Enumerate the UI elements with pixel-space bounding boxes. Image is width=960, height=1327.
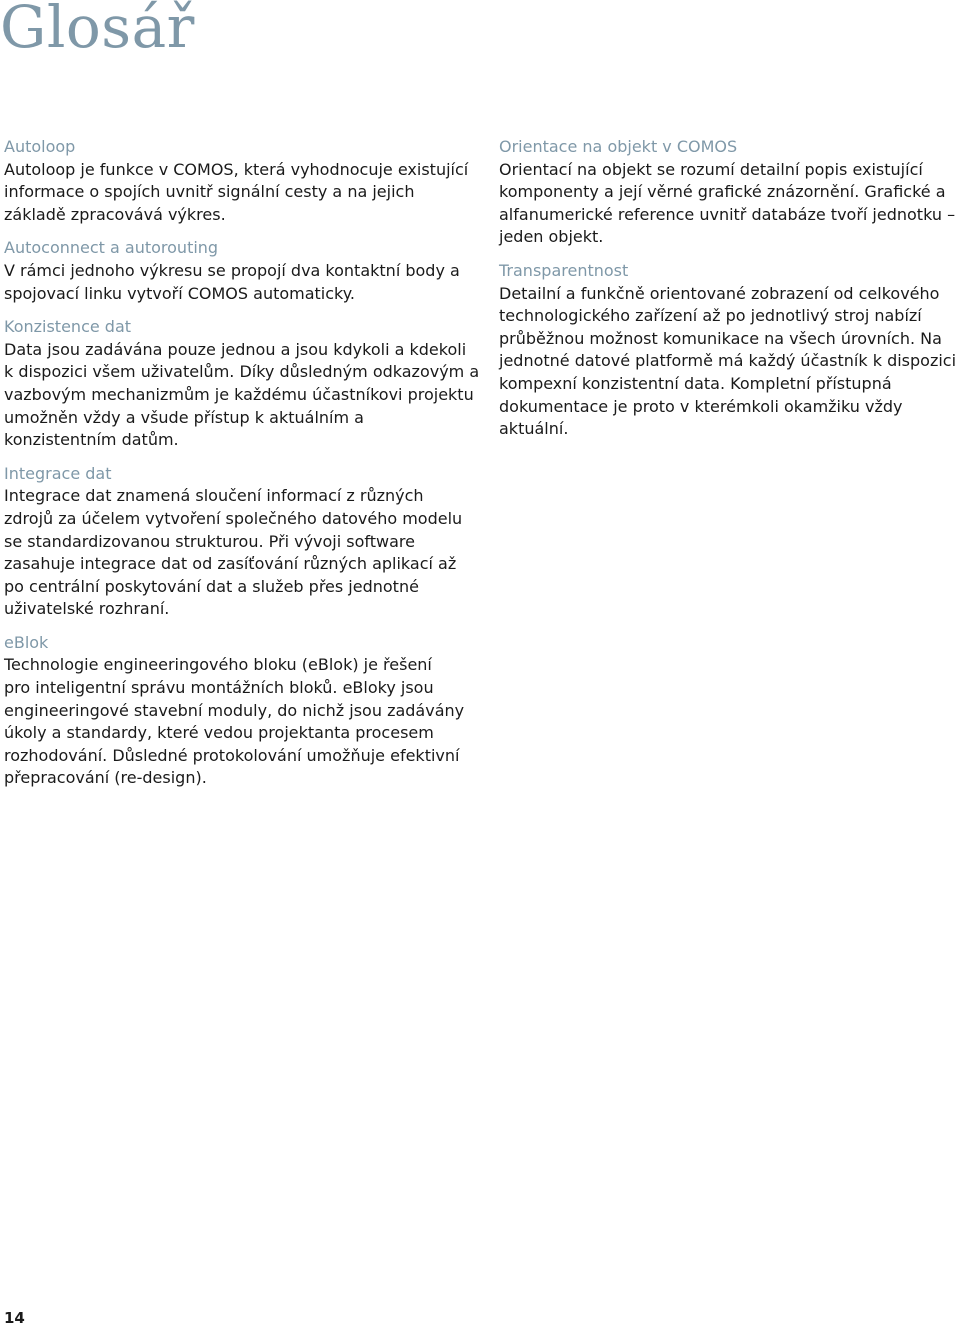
body-line: dokumentace je proto v kterémkoli okamžiku vždy bbox=[499, 396, 903, 416]
body-line: rozhodování. Důsledné protokolování umožňuje efektivní bbox=[4, 745, 460, 765]
body-line: pro inteligentní správu montážních bloků. eBloky jsou bbox=[4, 678, 434, 698]
body-line: přepracování (re-design). bbox=[4, 768, 207, 788]
body-line: konzistentním datům. bbox=[4, 430, 179, 450]
body-line: informace o spojích uvnitř signální cesty a na jejich bbox=[4, 182, 415, 202]
entry-title: Integrace dat bbox=[4, 463, 112, 483]
body-line: základě zpracovává výkres. bbox=[4, 204, 226, 224]
glossary-entry-konzistence-dat bbox=[4, 316, 478, 452]
entry-body bbox=[499, 283, 957, 441]
entry-title: Autoloop bbox=[4, 137, 76, 156]
body-line: umožněn vždy a všude přístup k aktuálním a bbox=[4, 407, 364, 427]
entry-title: Transparentnost bbox=[499, 260, 629, 280]
entry-body bbox=[4, 159, 478, 227]
body-line: Integrace dat znamená sloučení informací z různých bbox=[4, 486, 424, 506]
body-line: uživatelské rozhraní. bbox=[4, 599, 170, 619]
body-line: komponenty a její věrné grafické znázornění. Grafické a bbox=[499, 182, 946, 202]
body-line: vazbovým mechanizmům je každému účastníkovi projektu bbox=[4, 384, 474, 404]
body-line: k dispozici všem uživatelům. Díky důsledným odkazovým a bbox=[4, 362, 480, 382]
body-line: aktuální. bbox=[499, 419, 569, 439]
body-line: zdrojů za účelem vytvoření společného datového modelu bbox=[4, 508, 463, 528]
body-line: Detailní a funkčně orientované zobrazení od celkového bbox=[499, 283, 940, 303]
right-column bbox=[499, 136, 957, 452]
glossary-entry-transparentnost bbox=[499, 260, 957, 441]
body-line: Autoloop je funkce v COMOS, která vyhodnocuje existující bbox=[4, 159, 469, 179]
entry-body bbox=[4, 339, 478, 452]
body-line: engineeringové stavební moduly, do nichž jsou zadávány bbox=[4, 700, 465, 720]
entry-title: Autoconnect a autorouting bbox=[4, 238, 219, 258]
glossary-entry-autoconnect bbox=[4, 237, 478, 305]
body-line: po centrální poskytování dat a služeb přes jednotné bbox=[4, 576, 419, 596]
body-line: technologického zařízení až po jednotlivý stroj nabízí bbox=[499, 306, 922, 326]
entry-title: Orientace na objekt v COMOS bbox=[499, 137, 738, 156]
glossary-entry-orientace-na-objekt bbox=[499, 136, 957, 249]
left-column bbox=[4, 136, 478, 801]
body-line: spojovací linku vytvoří COMOS automaticky. bbox=[4, 283, 356, 303]
body-line: Technologie engineeringového bloku (eBlok) je řešení bbox=[4, 655, 432, 675]
body-line: kompexní konzistentní data. Kompletní přístupná bbox=[499, 373, 892, 393]
entry-title: Konzistence dat bbox=[4, 317, 132, 337]
body-line: Data jsou zadávána pouze jednou a jsou kdykoli a kdekoli bbox=[4, 339, 467, 359]
glossary-entry-integrace-dat bbox=[4, 463, 478, 621]
glossary-entry-autoloop bbox=[4, 136, 478, 226]
body-line: průběžnou možnost komunikace na všech úrovních. Na bbox=[499, 328, 942, 348]
body-line: alfanumerické reference uvnitř databáze tvoří jednotku – bbox=[499, 204, 956, 224]
entry-body bbox=[499, 159, 957, 249]
entry-title: eBlok bbox=[4, 632, 49, 652]
glossary-entry-eblok bbox=[4, 632, 478, 790]
body-line: se standardizovanou strukturou. Při vývoji software bbox=[4, 531, 415, 551]
entry-body bbox=[4, 260, 478, 305]
body-line: zasahuje integrace dat od zasíťování různých aplikací až bbox=[4, 554, 457, 574]
page-title: Glosář bbox=[0, 0, 195, 61]
entry-body bbox=[4, 485, 478, 621]
body-line: V rámci jednoho výkresu se propojí dva kontaktní body a bbox=[4, 260, 460, 280]
body-line: úkoly a standardy, které vedou projektanta procesem bbox=[4, 723, 434, 743]
body-line: jeden objekt. bbox=[499, 227, 604, 247]
body-line: jednotné datové platformě má každý účastník k dispozici bbox=[499, 351, 957, 371]
entry-body bbox=[4, 654, 478, 790]
body-line: Orientací na objekt se rozumí detailní popis existující bbox=[499, 159, 923, 179]
page-number: 14 bbox=[4, 1309, 25, 1327]
